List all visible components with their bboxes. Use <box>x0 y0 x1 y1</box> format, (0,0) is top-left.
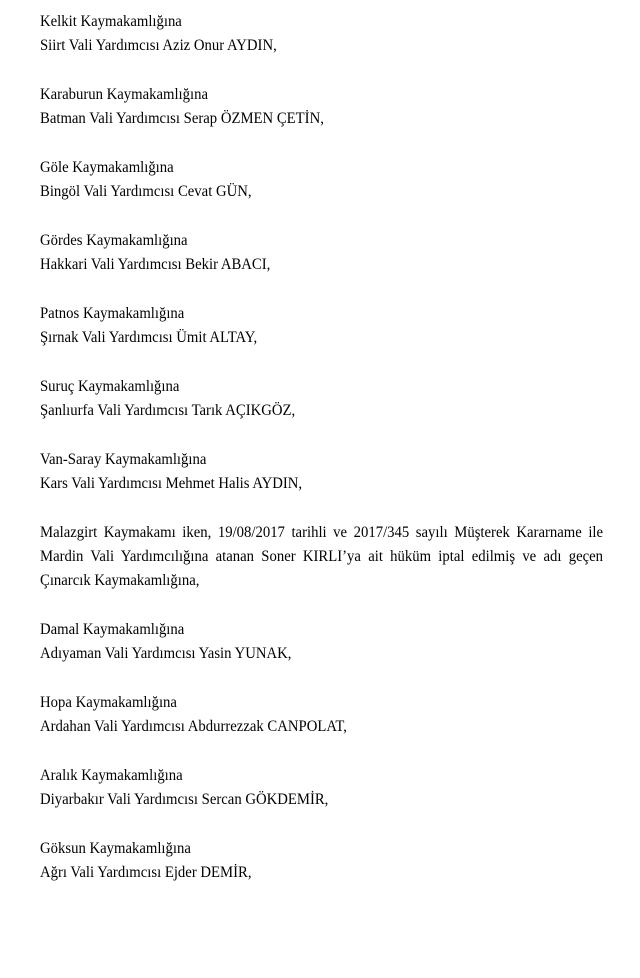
annulment-paragraph <box>40 521 603 593</box>
appointee: Hakkari Vali Yardımcısı Bekir ABACI, <box>40 256 271 273</box>
post-title: Göle Kaymakamlığına <box>40 159 174 176</box>
post-title: Van-Saray Kaymakamlığına <box>40 451 207 468</box>
appointment-entry <box>40 302 559 350</box>
document-page <box>40 10 604 910</box>
post-title: Suruç Kaymakamlığına <box>40 378 180 395</box>
appointment-entry <box>40 229 559 277</box>
appointee: Batman Vali Yardımcısı Serap ÖZMEN ÇETİN, <box>40 110 324 127</box>
appointment-entry <box>40 156 559 204</box>
appointment-entry <box>40 83 559 131</box>
post-title: Karaburun Kaymakamlığına <box>40 86 209 103</box>
appointee: Bingöl Vali Yardımcısı Cevat GÜN, <box>40 183 252 200</box>
appointment-entry <box>40 837 559 885</box>
post-title: Aralık Kaymakamlığına <box>40 767 183 784</box>
post-title: Patnos Kaymakamlığına <box>40 305 185 322</box>
appointee: Şanlıurfa Vali Yardımcısı Tarık AÇIKGÖZ, <box>40 402 296 419</box>
appointee: Kars Vali Yardımcısı Mehmet Halis AYDIN, <box>40 475 303 492</box>
post-title: Göksun Kaymakamlığına <box>40 840 191 857</box>
paragraph-line: Mardin Vali Yardımcılığına atanan Soner KIRLI’ya ait hüküm iptal edilmiş ve adı geçen <box>40 548 604 565</box>
appointee: Şırnak Vali Yardımcısı Ümit ALTAY, <box>40 329 258 346</box>
post-title: Gördes Kaymakamlığına <box>40 232 188 249</box>
post-title: Kelkit Kaymakamlığına <box>40 13 182 30</box>
appointment-entry <box>40 691 559 739</box>
appointment-entry <box>40 764 559 812</box>
appointment-entry <box>40 618 559 666</box>
appointee: Adıyaman Vali Yardımcısı Yasin YUNAK, <box>40 645 292 662</box>
appointment-entry <box>40 375 559 423</box>
appointee: Siirt Vali Yardımcısı Aziz Onur AYDIN, <box>40 37 277 54</box>
appointee: Ağrı Vali Yardımcısı Ejder DEMİR, <box>40 864 252 881</box>
appointment-entry <box>40 10 559 58</box>
post-title: Hopa Kaymakamlığına <box>40 694 177 711</box>
appointment-entry <box>40 448 559 496</box>
appointee: Ardahan Vali Yardımcısı Abdurrezzak CANPOLAT, <box>40 718 347 735</box>
post-title: Damal Kaymakamlığına <box>40 621 185 638</box>
appointee: Diyarbakır Vali Yardımcısı Sercan GÖKDEMİR, <box>40 791 329 808</box>
paragraph-line: Malazgirt Kaymakamı iken, 19/08/2017 tarihli ve 2017/345 sayılı Müşterek Kararname ile <box>40 524 604 541</box>
paragraph-line: Çınarcık Kaymakamlığına, <box>40 572 200 589</box>
